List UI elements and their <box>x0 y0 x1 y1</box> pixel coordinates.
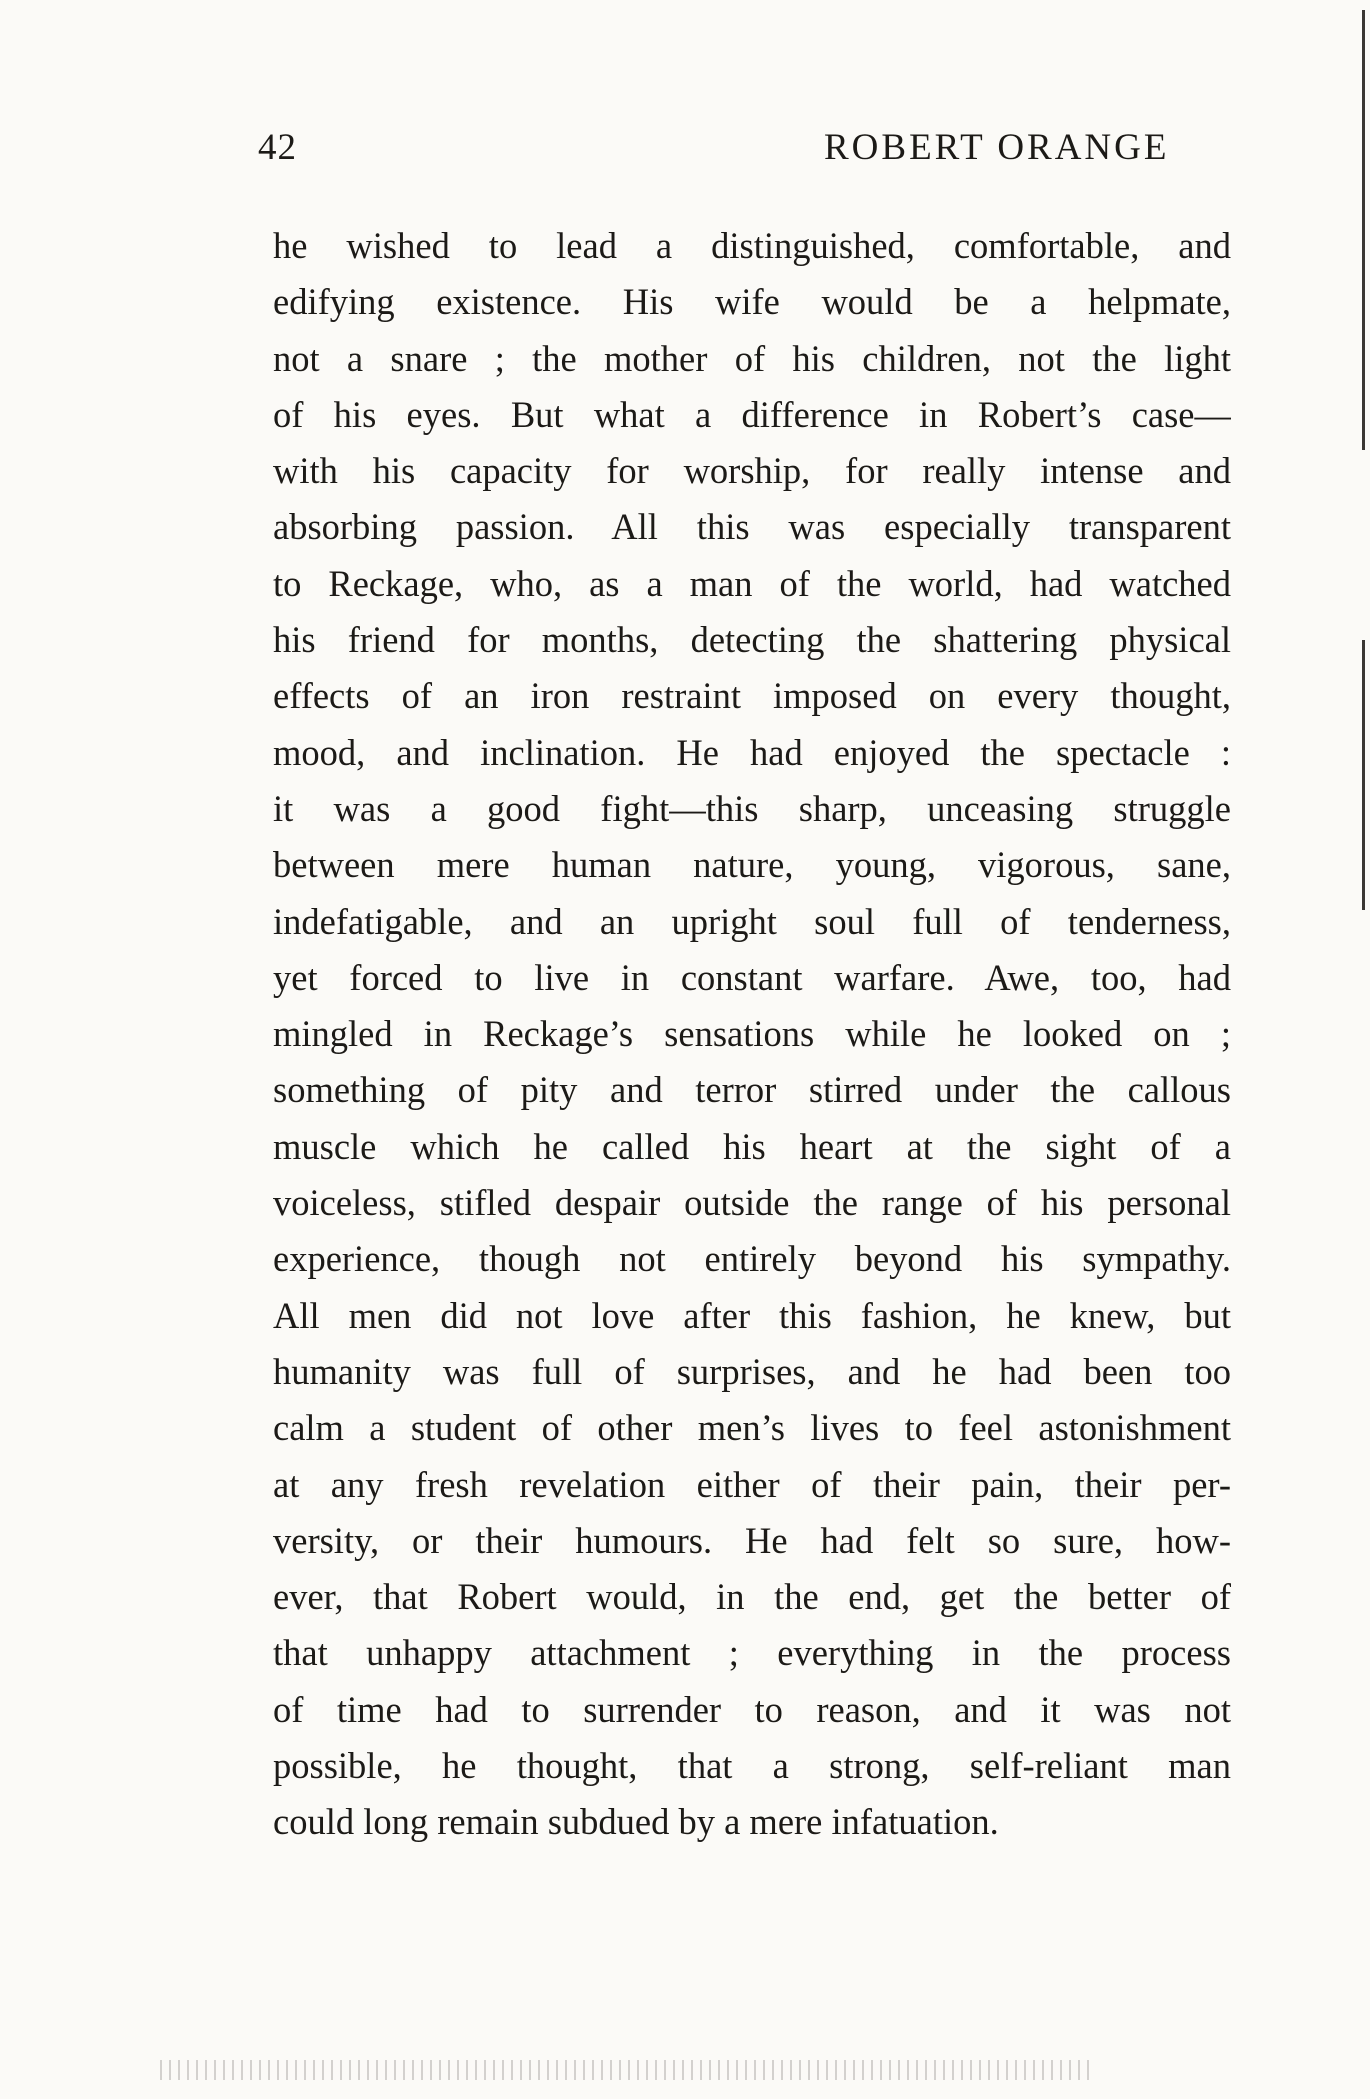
text-line: effects of an iron restraint imposed on every thought, <box>273 675 1231 717</box>
page-edge-shadow <box>1362 640 1365 910</box>
page-header <box>258 126 1232 176</box>
text-line: indefatigable, and an upright soul full of tenderness, <box>273 900 1231 942</box>
page-number: 42 <box>258 127 297 168</box>
text-line: could long remain subdued by a mere infatuation. <box>273 1801 999 1843</box>
text-line: experience, though not entirely beyond his sympathy. <box>273 1238 1231 1280</box>
text-line: muscle which he called his heart at the sight of a <box>273 1125 1231 1167</box>
text-line: to Reckage, who, as a man of the world, had watched <box>273 562 1231 604</box>
text-line: that unhappy attachment ; everything in the process <box>273 1632 1231 1674</box>
text-line: something of pity and terror stirred under the callous <box>273 1069 1231 1111</box>
text-line: at any fresh revelation either of their pain, their per- <box>273 1463 1231 1505</box>
text-line: ever, that Robert would, in the end, get the better of <box>273 1576 1231 1618</box>
text-line: it was a good fight—this sharp, unceasing struggle <box>273 787 1231 829</box>
print-specks <box>160 2060 1090 2080</box>
text-line: of time had to surrender to reason, and it was not <box>273 1688 1231 1730</box>
body-text <box>273 218 1231 1851</box>
text-line: possible, he thought, that a strong, self-reliant man <box>273 1745 1231 1787</box>
text-line: with his capacity for worship, for really intense and <box>273 450 1231 492</box>
text-line: of his eyes. But what a difference in Robert’s case— <box>273 393 1231 435</box>
text-line: not a snare ; the mother of his children, not the light <box>273 337 1231 379</box>
text-line: calm a student of other men’s lives to feel astonishment <box>273 1407 1231 1449</box>
running-title: ROBERT ORANGE <box>824 127 1170 168</box>
page-edge-shadow <box>1362 10 1365 450</box>
text-line: versity, or their humours. He had felt so sure, how- <box>273 1519 1231 1561</box>
text-line: mood, and inclination. He had enjoyed the spectacle : <box>273 731 1231 773</box>
text-line: between mere human nature, young, vigorous, sane, <box>273 844 1231 886</box>
text-line: All men did not love after this fashion, he knew, but <box>273 1294 1231 1336</box>
text-line: edifying existence. His wife would be a helpmate, <box>273 281 1231 323</box>
text-line: yet forced to live in constant warfare. Awe, too, had <box>273 956 1231 998</box>
text-line: voiceless, stifled despair outside the range of his personal <box>273 1182 1231 1224</box>
text-line: he wished to lead a distinguished, comfortable, and <box>273 225 1231 266</box>
text-line: his friend for months, detecting the shattering physical <box>273 619 1231 661</box>
text-line: absorbing passion. All this was especially transparent <box>273 506 1231 548</box>
text-line: mingled in Reckage’s sensations while he looked on ; <box>273 1013 1231 1055</box>
text-line: humanity was full of surprises, and he had been too <box>273 1350 1231 1392</box>
